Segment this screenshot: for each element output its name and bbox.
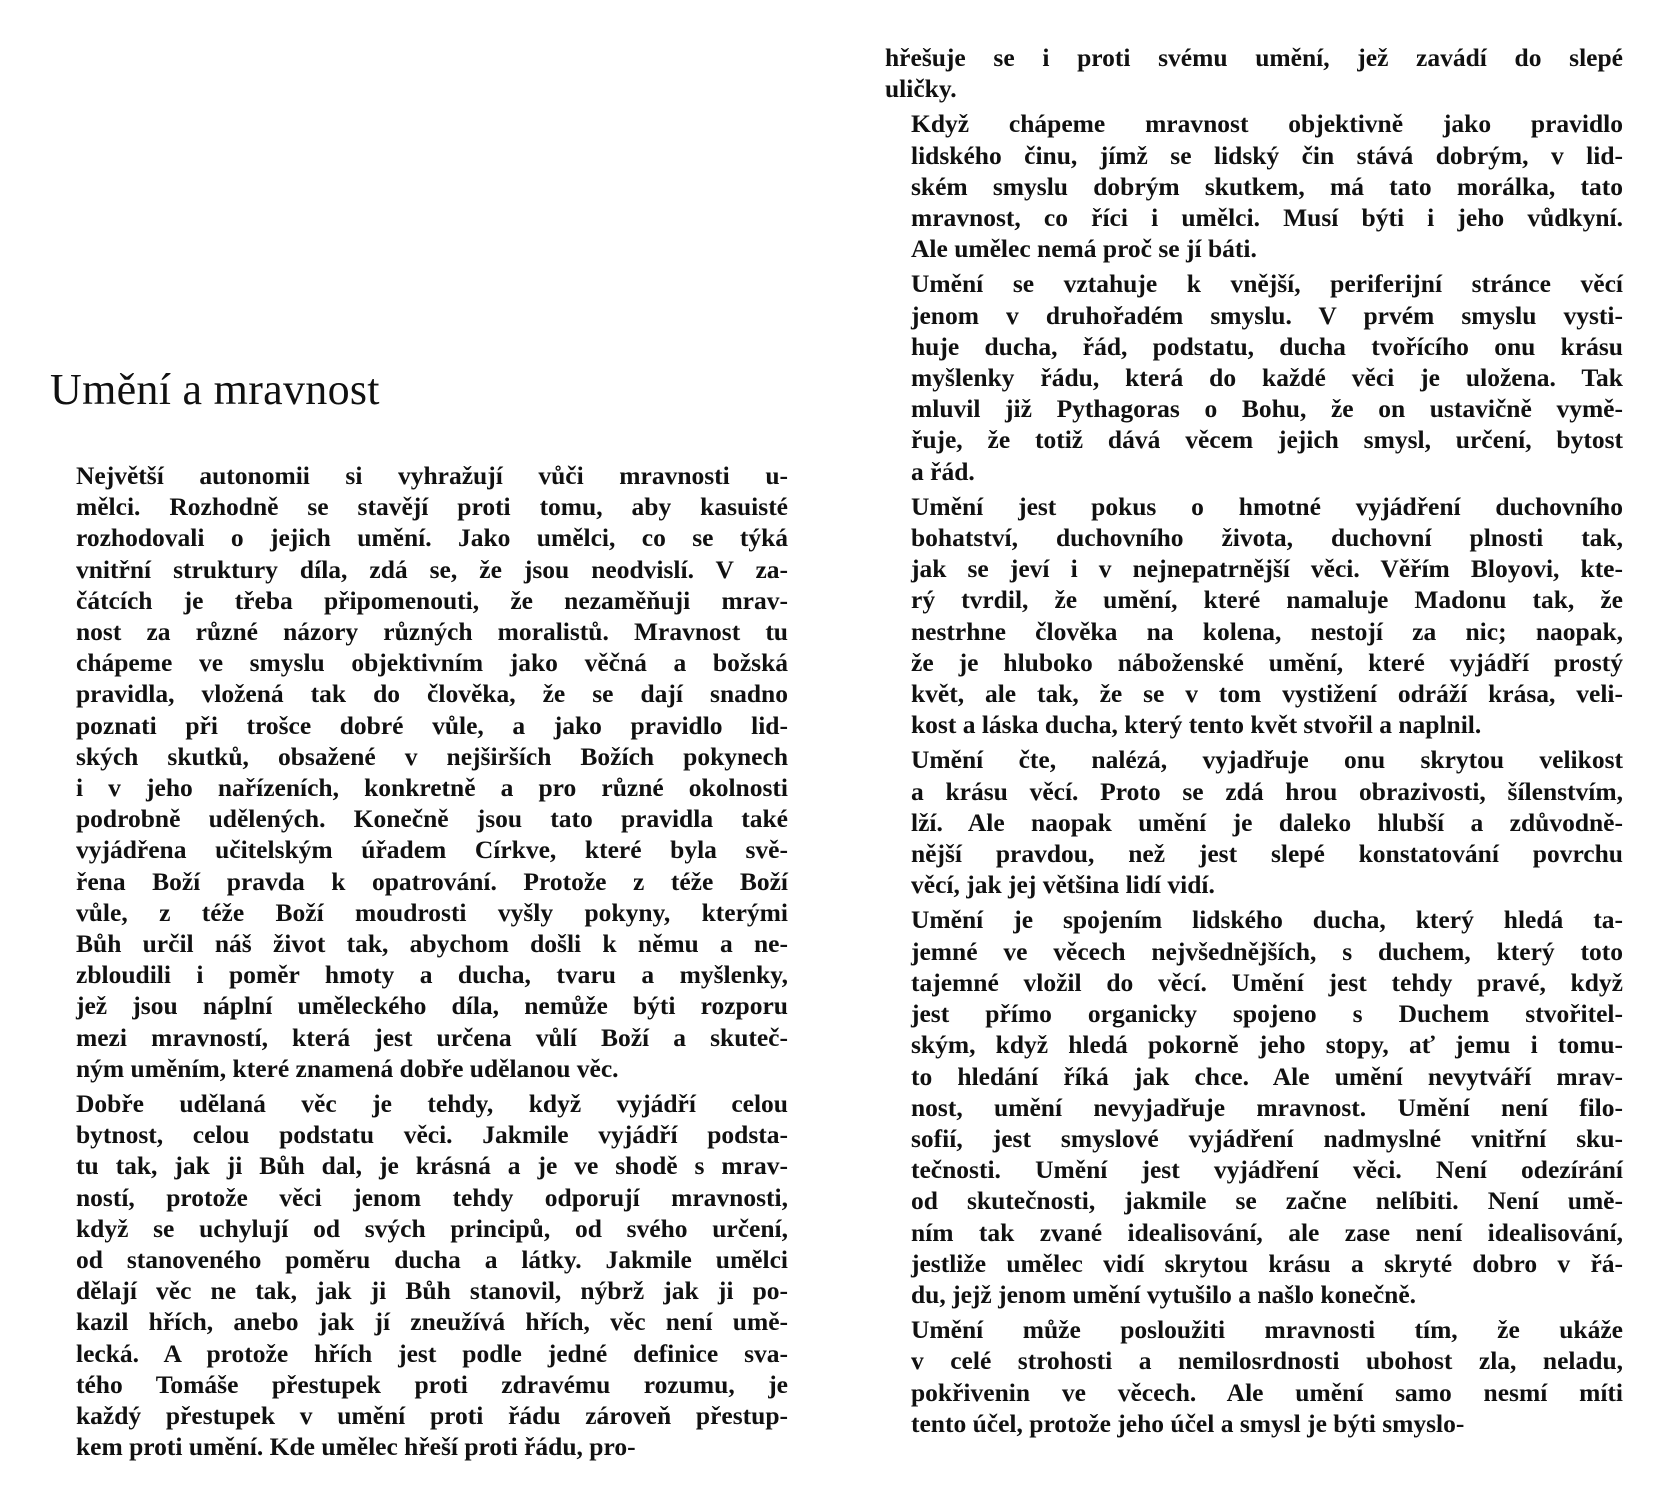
- text-line: lidského činu, jímž se lidský čin stává dobrým, v lid-: [911, 140, 1623, 170]
- paragraph: [885, 42, 1623, 104]
- text-line: tu tak, jak ji Bůh dal, je krásná a je ve shodě s mrav-: [76, 1151, 788, 1181]
- text-line: řena Boží pravda k opatrování. Protože z téže Boží: [76, 866, 788, 896]
- text-line: i v jeho nařízeních, konkretně a pro různé okolnosti: [76, 773, 788, 803]
- text-line: tajemné vložil do věcí. Umění jest tehdy pravé, když: [911, 967, 1623, 997]
- text-line: lecká. A protože hřích jest podle jedné definice sva-: [76, 1338, 788, 1368]
- text-line: kost a láska ducha, který tento květ stvořil a naplnil.: [911, 710, 1482, 740]
- text-line: pokřivenin ve věcech. Ale umění samo nesmí míti: [911, 1377, 1623, 1407]
- text-line: mluvil již Pythagoras o Bohu, že on ustavičně vymě-: [911, 394, 1623, 424]
- text-line: ském smyslu dobrým skutkem, má tato morálka, tato: [911, 171, 1623, 201]
- article-title: Umění a mravnost: [50, 365, 380, 414]
- text-line: řuje, že totiž dává věcem jejich smysl, určení, bytost: [911, 425, 1623, 455]
- text-line: mravnost, co říci i umělci. Musí býti i jeho vůdkyní.: [911, 203, 1623, 233]
- text-line: Umění je spojením lidského ducha, který hledá ta-: [911, 905, 1623, 935]
- text-line: ským, když hledá pokorně jeho stopy, ať jemu i tomu-: [911, 1030, 1623, 1060]
- text-line: Největší autonomii si vyhražují vůči mravnosti u-: [76, 461, 788, 490]
- text-line: rozhodovali o jejich umění. Jako umělci, co se týká: [76, 523, 788, 553]
- text-line: pravidla, vložená tak do člověka, že se dají snadno: [76, 679, 788, 709]
- right-column-body: [885, 42, 1623, 1439]
- text-line: myšlenky řádu, která do každé věci je uložena. Tak: [911, 363, 1623, 393]
- paragraph: [885, 268, 1623, 486]
- text-line: ských skutků, obsažené v nejširších Božích pokynech: [76, 741, 788, 771]
- text-line: kem proti umění. Kde umělec hřeší proti řádu, pro-: [76, 1432, 636, 1462]
- text-line: tého Tomáše přestupek proti zdravému rozumu, je: [76, 1369, 788, 1399]
- text-line: jestliže umělec vidí skrytou krásu a skryté dobro v řá-: [911, 1248, 1623, 1278]
- left-column: [50, 330, 788, 1467]
- text-line: vyjádřena učitelským úřadem Církve, které byla svě-: [76, 835, 788, 865]
- text-line: věcí, jak jej většina lidí vidí.: [911, 870, 1215, 900]
- text-line: podrobně udělených. Konečně jsou tato pravidla také: [76, 804, 788, 834]
- text-line: Když chápeme mravnost objektivně jako pravidlo: [911, 109, 1623, 139]
- text-line: od skutečnosti, jakmile se začne nelíbiti. Není umě-: [911, 1186, 1623, 1216]
- text-line: dělají věc ne tak, jak ji Bůh stanovil, nýbrž jak ji po-: [76, 1276, 788, 1306]
- text-line: poznati při trošce dobré vůle, a jako pravidlo lid-: [76, 710, 788, 740]
- text-line: mělci. Rozhodně se stavějí proti tomu, aby kasuisté: [76, 492, 788, 522]
- paragraph: [885, 491, 1623, 741]
- text-line: nestrhne člověka na kolena, nestojí za nic; naopak,: [911, 616, 1623, 646]
- text-line: tento účel, protože jeho účel a smysl je býti smyslo-: [911, 1408, 1465, 1438]
- text-line: bytnost, celou podstatu věci. Jakmile vyjádří podsta-: [76, 1120, 788, 1150]
- text-line: sofií, jest smyslové vyjádření nadmyslné vnitřní sku-: [911, 1123, 1623, 1153]
- text-line: ním tak zvané idealisování, ale zase není idealisování,: [911, 1217, 1623, 1247]
- text-line: jest přímo organicky spojeno s Duchem stvořitel-: [911, 999, 1623, 1029]
- text-line: nost, umění nevyjadřuje mravnost. Umění není filo-: [911, 1092, 1623, 1122]
- paragraph: [885, 744, 1623, 900]
- text-line: od stanoveného poměru ducha a látky. Jakmile umělci: [76, 1245, 788, 1275]
- text-line: rý tvrdil, že umění, které namaluje Madonu tak, že: [911, 585, 1623, 615]
- text-line: Bůh určil náš život tak, abychom došli k němu a ne-: [76, 929, 788, 959]
- text-line: nost za různé názory různých moralistů. Mravnost tu: [76, 617, 788, 647]
- text-line: čátcích je třeba připomenouti, že nezaměňuji mrav-: [76, 585, 788, 615]
- text-line: a krásu věcí. Proto se zdá hrou obrazivosti, šílenstvím,: [911, 776, 1623, 806]
- paragraph: [885, 904, 1623, 1310]
- text-line: když se uchylují od svých principů, od svého určení,: [76, 1213, 788, 1243]
- text-line: du, jejž jenom umění vytušilo a našlo konečně.: [911, 1279, 1417, 1309]
- text-line: jenom v druhořadém smyslu. V prvém smyslu vysti-: [911, 300, 1623, 330]
- paragraph: [885, 1314, 1623, 1439]
- text-line: kazil hřích, anebo jak jí zneužívá hřích, věc není umě-: [76, 1307, 788, 1337]
- paragraph: [50, 1088, 788, 1462]
- text-line: tečnosti. Umění jest vyjádření věci. Není odezírání: [911, 1155, 1623, 1185]
- right-column: [885, 42, 1623, 1443]
- text-line: v celé strohosti a nemilosrdnosti ubohost zla, neladu,: [911, 1346, 1623, 1376]
- text-line: bohatství, duchovního života, duchovní plnosti tak,: [911, 523, 1623, 553]
- text-line: že je hluboko náboženské umění, které vyjádří prostý: [911, 647, 1623, 677]
- text-line: každý přestupek v umění proti řádu zároveň přestup-: [76, 1401, 788, 1431]
- text-line: huje ducha, řád, podstatu, ducha tvořícího onu krásu: [911, 331, 1623, 361]
- text-line: lží. Ale naopak umění je daleko hlubší a zdůvodně-: [911, 807, 1623, 837]
- text-line: květ, ale tak, že se v tom vystižení odráží krása, veli-: [911, 679, 1623, 709]
- text-line: mezi mravností, která jest určena vůlí Boží a skuteč-: [76, 1022, 788, 1052]
- text-line: nější pravdou, než jest slepé konstatování povrchu: [911, 839, 1623, 869]
- text-line: Dobře udělaná věc je tehdy, když vyjádří celou: [76, 1089, 788, 1119]
- text-line: jež jsou náplní uměleckého díla, nemůže býti rozporu: [76, 991, 788, 1021]
- text-line: zbloudili i poměr hmoty a ducha, tvaru a myšlenky,: [76, 960, 788, 990]
- text-line: Umění může posloužiti mravnosti tím, že ukáže: [911, 1315, 1623, 1345]
- text-line: hřešuje se i proti svému umění, jež zavádí do slepé: [885, 43, 1623, 72]
- text-line: jemné ve věcech nejvšednějších, s duchem, který toto: [911, 936, 1623, 966]
- text-line: Ale umělec nemá proč se jí báti.: [911, 234, 1257, 264]
- text-line: Umění čte, nalézá, vyjadřuje onu skrytou velikost: [911, 745, 1623, 775]
- text-line: vnitřní struktury díla, zdá se, že jsou neodvislí. V za-: [76, 554, 788, 584]
- paragraph: [50, 460, 788, 1084]
- left-column-body: [50, 460, 788, 1463]
- text-line: ností, protože věci jenom tehdy odporují mravnosti,: [76, 1182, 788, 1212]
- text-line: a řád.: [911, 456, 975, 486]
- text-line: ným uměním, které znamená dobře udělanou věc.: [76, 1053, 619, 1083]
- text-line: chápeme ve smyslu objektivním jako věčná a božská: [76, 648, 788, 678]
- text-line: uličky.: [885, 74, 957, 104]
- text-line: vůle, z téže Boží moudrosti vyšly pokyny, kterými: [76, 897, 788, 927]
- text-line: Umění jest pokus o hmotné vyjádření duchovního: [911, 491, 1623, 521]
- text-line: to hledání říká jak chce. Ale umění nevytváří mrav-: [911, 1061, 1623, 1091]
- text-line: jak se jeví i v nejnepatrnější věci. Věřím Bloyovi, kte-: [911, 554, 1623, 584]
- paragraph: [885, 108, 1623, 264]
- text-line: Umění se vztahuje k vnější, periferijní stránce věcí: [911, 269, 1623, 299]
